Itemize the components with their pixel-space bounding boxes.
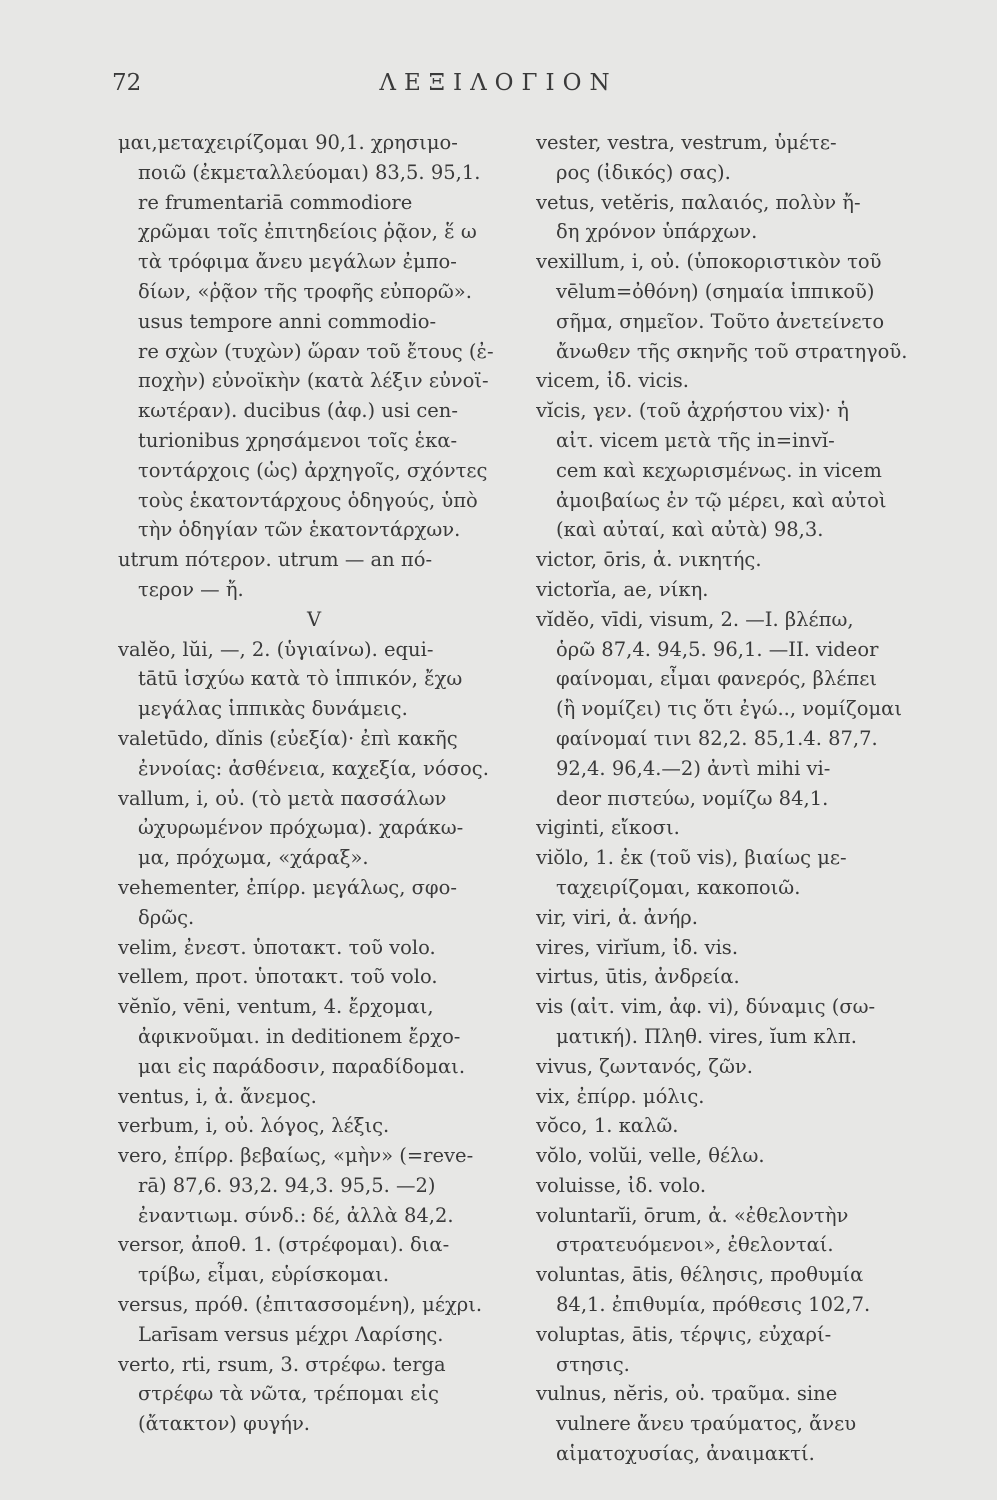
entry-line: ματική). Πληθ. vires, ĭum κλπ. [556, 1024, 857, 1048]
entry-line: στρατευόμενοι», ἐθελονταί. [556, 1233, 834, 1257]
entry-line: αἰτ. vicem μετὰ τῆς in=invĭ- [556, 428, 835, 452]
entry-line: vĭcis, γεν. (τοῦ ἀχρήστου vix)· ἡ [536, 399, 849, 423]
entry-line: μαι εἰς παράδοσιν, παραδίδομαι. [138, 1054, 466, 1078]
entry-line: voluptas, ātis, τέρψις, εὐχαρί- [536, 1322, 832, 1346]
entry-line: vehementer, ἐπίρρ. μεγάλως, σφο- [118, 875, 457, 899]
entry-line: (ἢ νομίζει) τις ὅτι ἐγώ.., νομίζομαι [556, 697, 902, 721]
entry-line: ventus, i, ἀ. ἄνεμος. [118, 1084, 317, 1108]
entry-line: ποιῶ (ἐκμεταλλεύομαι) 83,5. 95,1. [138, 160, 481, 184]
section-letter: V [306, 607, 322, 631]
entry-line: φαίνομαί τινι 82,2. 85,1.4. 87,7. [556, 726, 878, 750]
entry-line: vis (αἰτ. vim, ἀφ. vi), δύναμις (σω- [536, 995, 876, 1019]
entry-line: verto, rti, rsum, 3. στρέφω. terga [118, 1352, 446, 1376]
page-title: ΛΕΞΙΛΟΓΙΟΝ [379, 70, 618, 96]
entry-line: σῆμα, σημεῖον. Τοῦτο ἀνετείνετο [556, 309, 885, 333]
entry-line: μα, πρόχωμα, «χάραξ». [138, 846, 369, 870]
entry-line: τοντάρχοις (ὡς) ἀρχηγοῖς, σχόντες [138, 458, 488, 482]
right-column [536, 128, 932, 1469]
entry-line: στησις. [556, 1352, 630, 1376]
entry-line: τὰ τρόφιμα ἄνευ μεγάλων ἐμπο- [138, 250, 457, 274]
entry-line: τὴν ὁδηγίαν τῶν ἑκατοντάρχων. [138, 518, 461, 542]
entry-line: vŏco, 1. καλῶ. [536, 1114, 679, 1138]
entry-line: ὁρῶ 87,4. 94,5. 96,1. —II. videor [556, 637, 879, 661]
entry-line: δη χρόνον ὑπάρχων. [556, 220, 758, 244]
entry-line: voluisse, ἰδ. volo. [536, 1173, 707, 1197]
entry-line: vir, viri, ἀ. ἀνήρ. [536, 905, 698, 929]
entry-line: κωτέραν). ducibus (ἀφ.) usi cen- [138, 399, 458, 423]
entry-line: ἄνωθεν τῆς σκηνῆς τοῦ στρατηγοῦ. [556, 339, 908, 363]
entry-line: ποχὴν) εὐνοϊκὴν (κατὰ λέξιν εὐνοϊ- [138, 369, 489, 393]
entry-line: turionibus χρησάμενοι τοῖς ἑκα- [138, 428, 458, 452]
entry-line: vicem, ἰδ. vicis. [536, 369, 690, 393]
entry-line: vulnus, nĕris, οὐ. τραῦμα. sine [536, 1382, 838, 1406]
entry-line: tātū ἰσχύω κατὰ τὸ ἱππικόν, ἔχω [138, 667, 463, 691]
entry-line: (καὶ αὐταί, καὶ αὐτὰ) 98,3. [556, 518, 824, 542]
entry-line: ὠχυρωμένον πρόχωμα). χαράκω- [138, 816, 464, 840]
entry-line: versus, πρόθ. (ἐπιτασσομένη), μέχρι. [118, 1293, 483, 1317]
entry-line: φαίνομαι, εἶμαι φανερός, βλέπει [556, 667, 877, 691]
entry-line: 84,1. ἐπιθυμία, πρόθεσις 102,7. [556, 1293, 871, 1317]
entry-line: Larīsam versus μέχρι Λαρίσης. [138, 1322, 444, 1346]
entry-line: μεγάλας ἱππικὰς δυνάμεις. [138, 697, 408, 721]
entry-line: vires, virĭum, ἰδ. vis. [536, 935, 739, 959]
entry-line: vĕnĭo, vēni, ventum, 4. ἔρχομαι, [118, 995, 434, 1019]
entry-line: μαι,μεταχειρίζομαι 90,1. χρησιμο- [118, 131, 458, 154]
entry-line: re σχὼν (τυχὼν) ὥραν τοῦ ἔτους (ἐ- [138, 339, 494, 363]
entry-line: virtus, ūtis, ἀνδρεία. [536, 965, 740, 989]
entry-line: ρος (ἰδικός) σας). [556, 160, 731, 184]
entry-line: velim, ἐνεστ. ὑποτακτ. τοῦ volo. [118, 935, 436, 959]
entry-line: vulnere ἄνευ τραύματος, ἄνευ [556, 1412, 857, 1436]
entry-line: vexillum, i, οὐ. (ὑποκοριστικὸν τοῦ [536, 250, 882, 274]
entry-line: victor, ōris, ἀ. νικητής. [536, 548, 762, 572]
entry-line: viginti, εἴκοσι. [536, 816, 680, 840]
entry-line: (ἄτακτον) φυγήν. [138, 1412, 311, 1436]
entry-line: victorĭa, ae, νίκη. [536, 577, 709, 601]
entry-line: vetus, vetĕris, παλαιός, πολὺν ἤ- [536, 190, 861, 214]
entry-line: στρέφω τὰ νῶτα, τρέπομαι εἰς [138, 1382, 439, 1406]
entry-line: viŏlo, 1. ἐκ (τοῦ vis), βιαίως με- [536, 846, 847, 870]
entry-line: cem καὶ κεχωρισμένως. in vicem [556, 458, 882, 482]
entry-line: voluntarĭi, ōrum, ἀ. «ἐθελοντὴν [536, 1203, 849, 1227]
entry-line: voluntas, ātis, θέλησις, προθυμία [536, 1263, 864, 1287]
entry-line: utrum πότερον. utrum — an πό- [118, 548, 433, 572]
entry-line: δίων, «ῥᾷον τῆς τροφῆς εὐπορῶ». [138, 279, 472, 303]
entry-line: re frumentariā commodiore [138, 190, 413, 214]
entry-line: ταχειρίζομαι, κακοποιῶ. [556, 875, 801, 899]
left-column [118, 128, 510, 1439]
entry-line: versor, ἀποθ. 1. (στρέφομαι). δια- [118, 1233, 450, 1257]
entry-line: vallum, i, οὐ. (τὸ μετὰ πασσάλων [118, 786, 447, 810]
entry-line: δρῶς. [138, 905, 195, 929]
entry-line: 92,4. 96,4.—2) ἀντὶ mihi vi- [556, 756, 831, 780]
entry-line: rā) 87,6. 93,2. 94,3. 95,5. —2) [138, 1173, 436, 1197]
entry-line: vēlum=ὀθόνη) (σημαία ἱππικοῦ) [556, 279, 875, 303]
entry-line: verbum, i, οὐ. λόγος, λέξις. [118, 1114, 390, 1138]
entry-line: ἀμοιβαίως ἐν τῷ μέρει, καὶ αὐτοὶ [556, 488, 887, 512]
entry-line: τρίβω, εἶμαι, εὑρίσκομαι. [138, 1263, 390, 1287]
entry-line: τοὺς ἑκατοντάρχους ὁδηγούς, ὑπὸ [138, 488, 478, 512]
entry-line: τερον — ἤ. [138, 577, 244, 601]
entry-line: vĭdĕo, vīdi, visum, 2. —I. βλέπω, [536, 607, 854, 631]
entry-line: deor πιστεύω, νομίζω 84,1. [556, 786, 829, 810]
page-number: 72 [112, 70, 142, 96]
entry-line: αἱματοχυσίας, ἀναιμακτί. [556, 1442, 815, 1466]
entry-line: ἐννοίας: ἀσθένεια, καχεξία, νόσος. [138, 756, 489, 780]
entry-line: usus tempore anni commodio- [138, 309, 437, 333]
entry-line: χρῶμαι τοῖς ἐπιτηδείοις ῥᾷον, ἕ ω [138, 220, 477, 244]
entry-line: ἐναντιωμ. σύνδ.: δέ, ἀλλὰ 84,2. [138, 1203, 454, 1227]
entry-line: valetūdo, dĭnis (εὐεξία)· ἐπὶ κακῆς [118, 726, 458, 750]
entry-line: vero, ἐπίρρ. βεβαίως, «μὴν» (=reve- [118, 1144, 474, 1168]
entry-line: vix, ἐπίρρ. μόλις. [536, 1084, 705, 1108]
entry-line: valĕo, lŭi, —, 2. (ὑγιαίνω). equi- [118, 637, 434, 661]
page-header [0, 70, 997, 104]
entry-line: vivus, ζωντανός, ζῶν. [536, 1054, 753, 1078]
entry-line: vester, vestra, vestrum, ὑμέτε- [536, 131, 837, 154]
entry-line: vellem, προτ. ὑποτακτ. τοῦ volo. [118, 965, 438, 989]
entry-line: ἀφικνοῦμαι. in deditionem ἔρχο- [138, 1024, 461, 1048]
entry-line: vŏlo, volŭi, velle, θέλω. [536, 1144, 765, 1168]
